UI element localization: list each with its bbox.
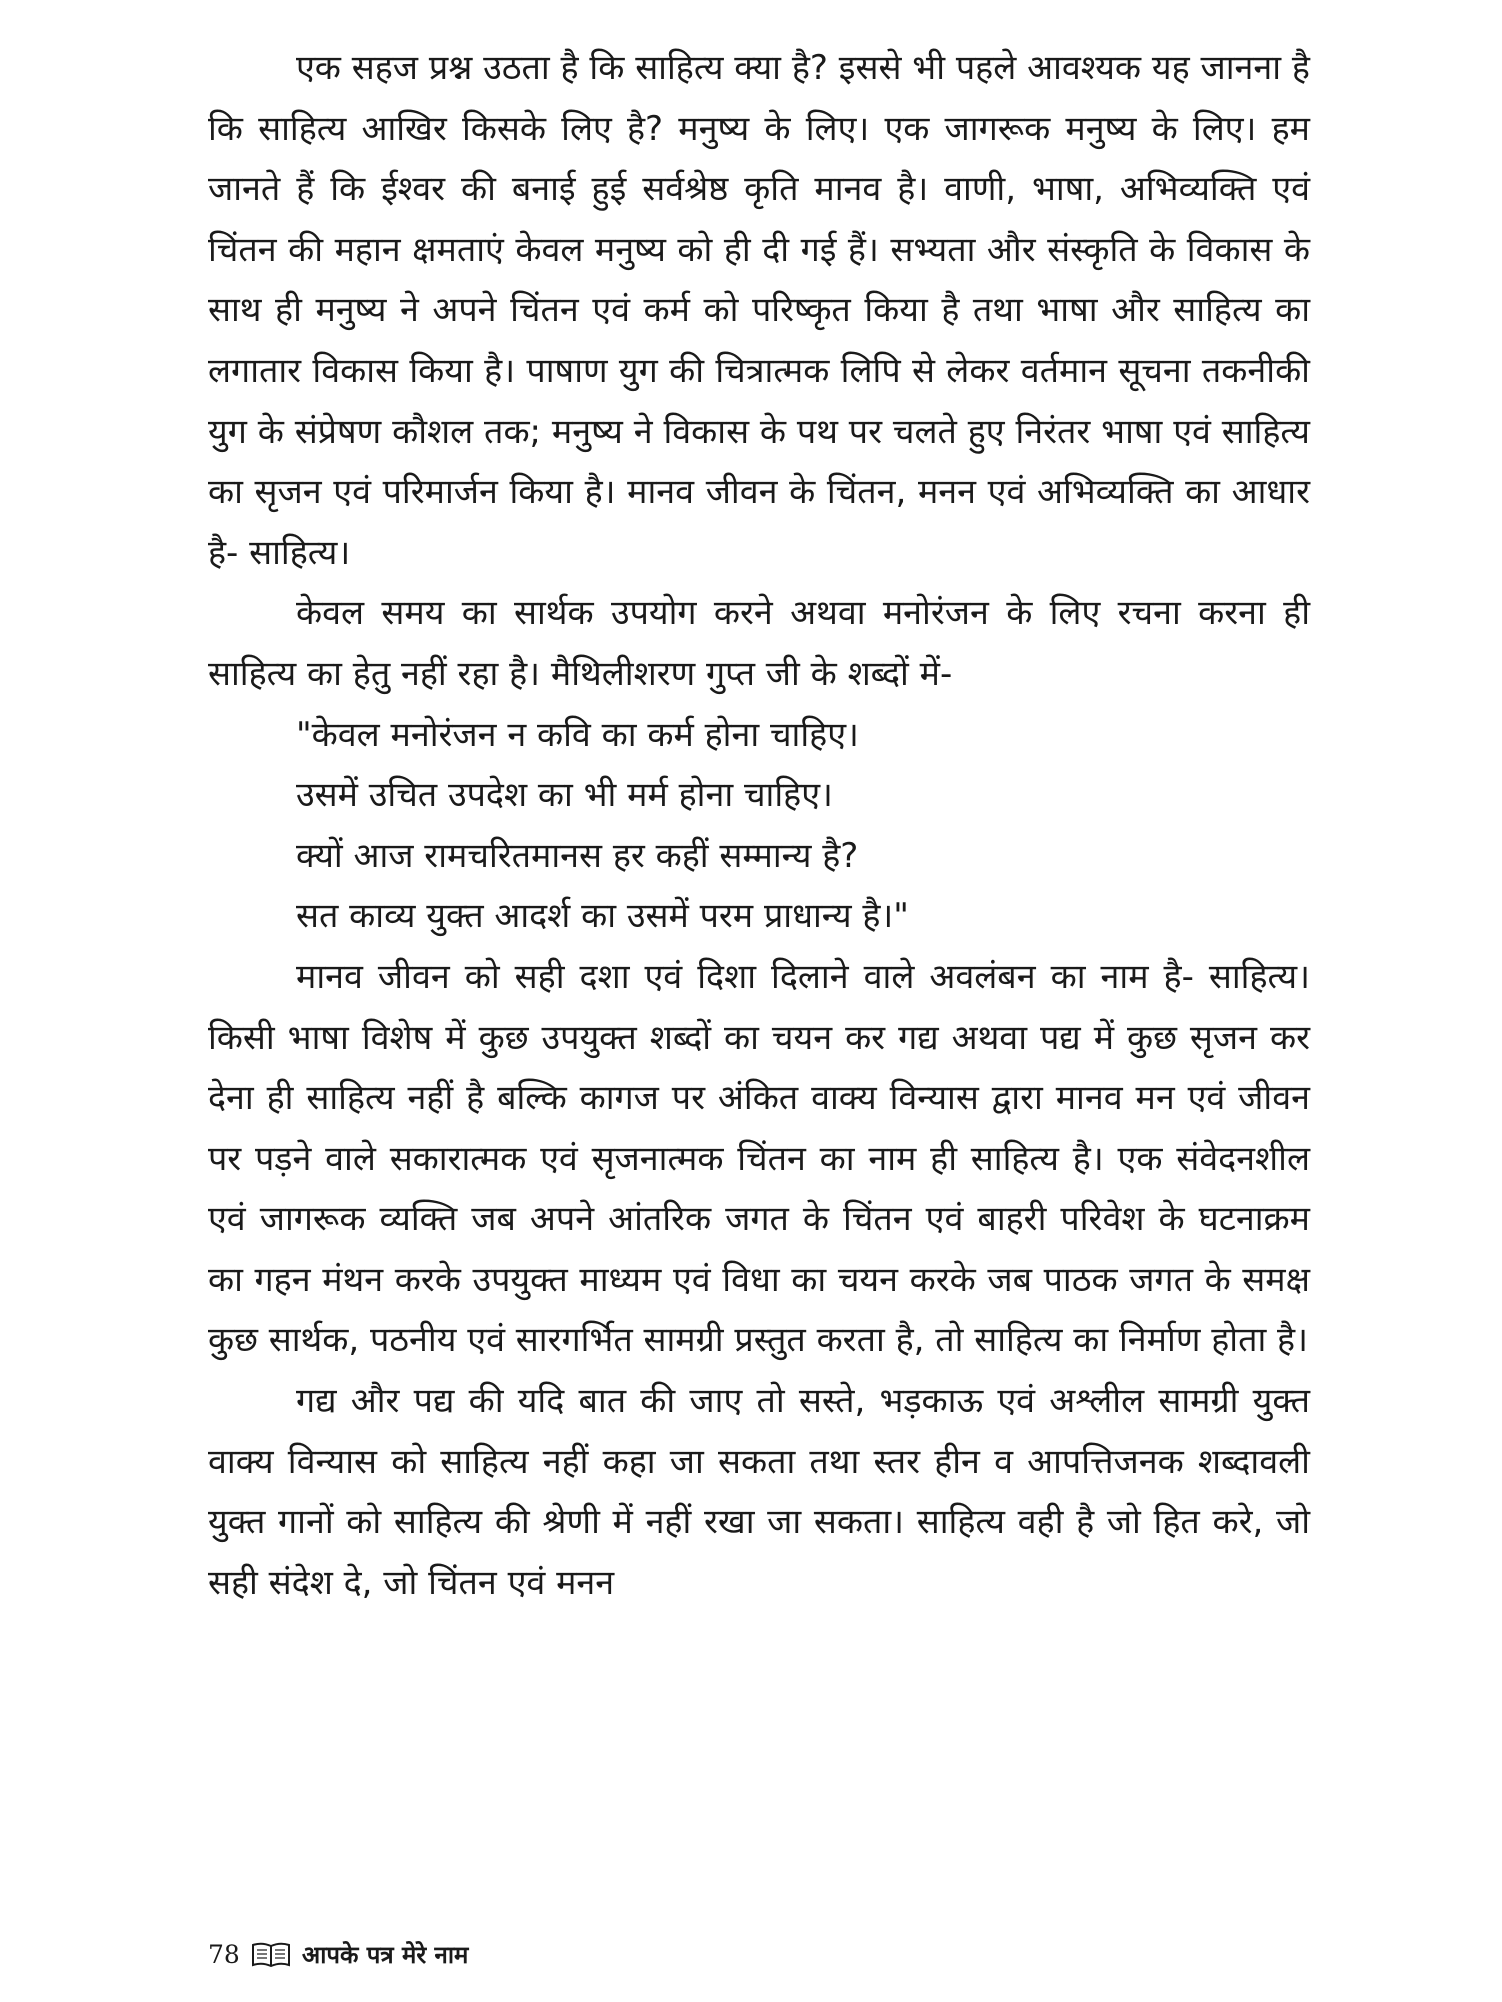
book-title: आपके पत्र मेरे नाम [301,1941,469,1969]
page-footer [208,1938,468,1971]
page-body [208,38,1310,1958]
poem-line-4: सत काव्य युक्त आदर्श का उसमें परम प्राधान्य है।" [296,896,909,937]
poem-quote [208,705,1310,947]
paragraph-3: मानव जीवन को सही दशा एवं दिशा दिलाने वाले अवलंबन का नाम है- साहित्य। किसी भाषा विशेष में कुछ उपयुक्त शब्दों का चयन कर गद्य अथवा पद्य में कुछ सृजन कर देना ही साहित्य नहीं है बल्कि कागज पर अंकित वाक्य विन्यास द्वारा मानव मन एवं जीवन पर पड़ने वाले सकारात्मक एवं सृजनात्मक चिंतन का नाम ही साहित्य है। एक संवेदनशील एवं जागरूक व्यक्ति जब अपने आंतरिक जगत के चिंतन एवं बाहरी परिवेश के घटनाक्रम का गहन मंथन करके उपयुक्त माध्यम एवं विधा का चयन करके जब पाठक जगत के समक्ष कुछ सार्थक, पठनीय एवं सारगर्भित सामग्री प्रस्तुत करता है, तो साहित्य का निर्माण होता है। [208,956,1310,1361]
paragraph-4: गद्य और पद्य की यदि बात की जाए तो सस्ते, भड़काऊ एवं अश्लील सामग्री युक्त वाक्य विन्यास को साहित्य नहीं कहा जा सकता तथा स्तर हीन व आपत्तिजनक शब्दावली युक्त गानों को साहित्य की श्रेणी में नहीं रखा जा सकता। साहित्य वही है जो हित करे, जो सही संदेश दे, जो चिंतन एवं मनन [208,1381,1310,1603]
open-book-icon [250,1941,292,1969]
page-number: 78 [208,1940,240,1969]
paragraph-2: केवल समय का सार्थक उपयोग करने अथवा मनोरंजन के लिए रचना करना ही साहित्य का हेतु नहीं रहा है। मैथिलीशरण गुप्त जी के शब्दों में- [208,593,1310,694]
poem-line-3: क्यों आज रामचरितमानस हर कहीं सम्मान्य है? [296,835,859,876]
poem-line-2: उसमें उचित उपदेश का भी मर्म होना चाहिए। [296,775,833,816]
poem-line-1: "केवल मनोरंजन न कवि का कर्म होना चाहिए। [296,714,859,755]
paragraph-1: एक सहज प्रश्न उठता है कि साहित्य क्या है? इससे भी पहले आवश्यक यह जानना है कि साहित्य आखिर किसके लिए है? मनुष्य के लिए। एक जागरूक मनुष्य के लिए। हम जानते हैं कि ईश्वर की बनाई हुई सर्वश्रेष्ठ कृति मानव है। वाणी, भाषा, अभिव्यक्ति एवं चिंतन की महान क्षमताएं केवल मनुष्य को ही दी गई हैं। सभ्यता और संस्कृति के विकास के साथ ही मनुष्य ने अपने चिंतन एवं कर्म को परिष्कृत किया है तथा भाषा और साहित्य का लगातार विकास किया है। पाषाण युग की चित्रात्मक लिपि से लेकर वर्तमान सूचना तकनीकी युग के संप्रेषण कौशल तक; मनुष्य ने विकास के पथ पर चलते हुए निरंतर भाषा एवं साहित्य का सृजन एवं परिमार्जन किया है। मानव जीवन के चिंतन, मनन एवं अभिव्यक्ति का आधार है- साहित्य। [208,48,1310,573]
